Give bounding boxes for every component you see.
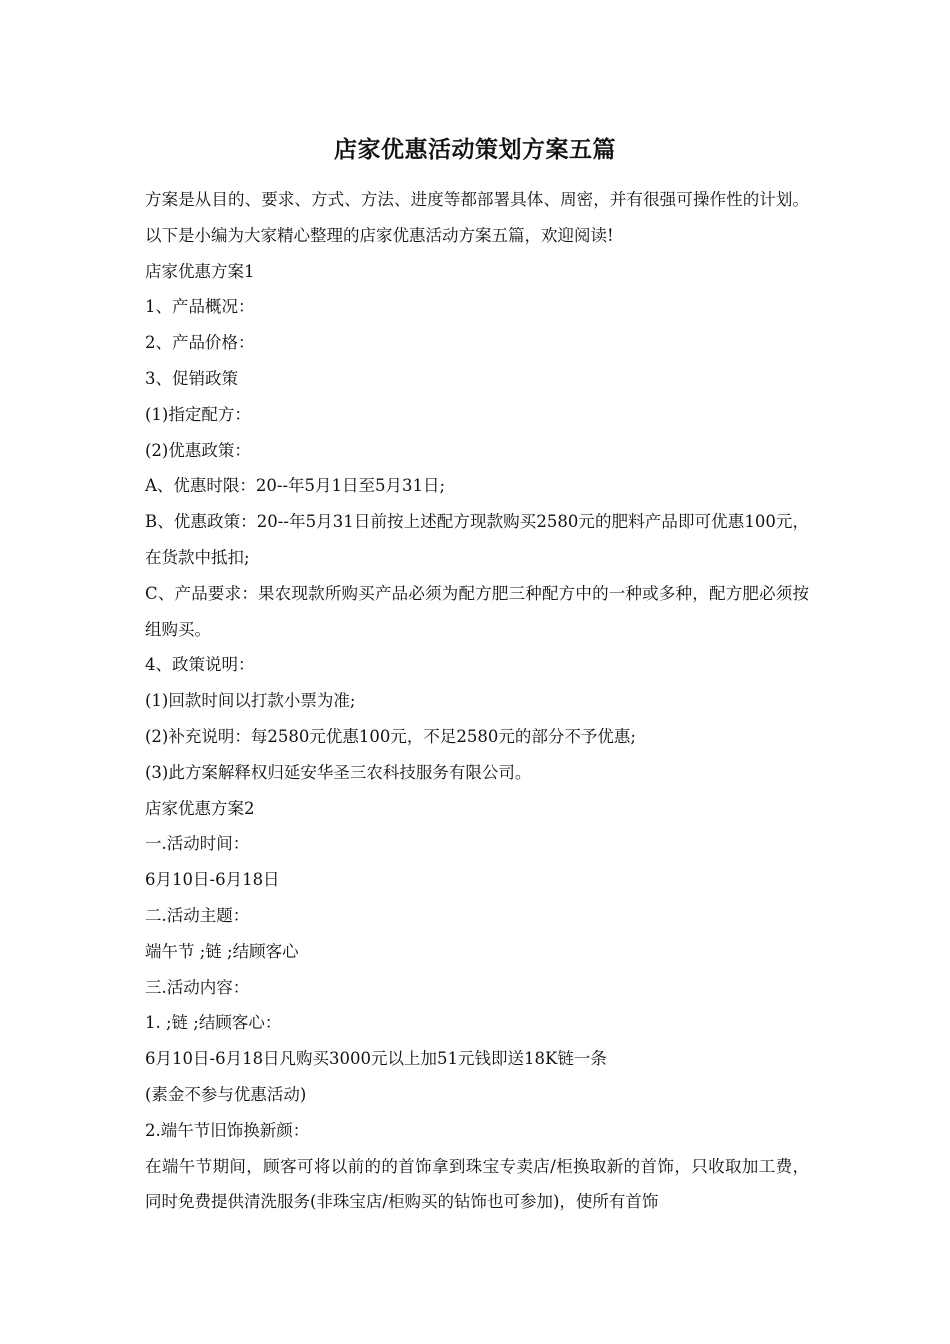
paragraph: C、产品要求：果农现款所购买产品必须为配方肥三种配方中的一种或多种，配方肥必须按组购买。: [145, 583, 809, 639]
paragraph: 2、产品价格：: [145, 333, 255, 353]
paragraph: 三.活动内容：: [145, 977, 250, 997]
paragraph: 1、产品概况：: [145, 297, 255, 317]
paragraph: 1. ;链 ;结顾客心：: [145, 1013, 282, 1033]
paragraph: 4、政策说明：: [145, 655, 255, 675]
paragraph: 2.端午节旧饰换新颜：: [145, 1120, 310, 1140]
section-heading-plan-1: 店家优惠方案1: [145, 261, 255, 281]
paragraph: (3)此方案解释权归延安华圣三农科技服务有限公司。: [145, 762, 532, 782]
paragraph: 在端午节期间，顾客可将以前的的首饰拿到珠宝专卖店/柜换取新的首饰，只收取加工费，同时免费提供清洗服务(非珠宝店/柜购买的钻饰也可参加)，使所有首饰: [145, 1156, 809, 1212]
paragraph: A、优惠时限：20--年5月1日至5月31日;: [145, 476, 446, 496]
paragraph: 一.活动时间：: [145, 834, 250, 854]
paragraph: (1)指定配方：: [145, 404, 251, 424]
paragraph: (2)优惠政策：: [145, 440, 251, 460]
paragraph: 6月10日-6月18日凡购买3000元以上加51元钱即送18K链一条: [145, 1049, 607, 1069]
paragraph: 端午节 ;链 ;结顾客心: [145, 941, 299, 961]
paragraph: (2)补充说明：每2580元优惠100元，不足2580元的部分不予优惠;: [145, 726, 636, 746]
paragraph: 二.活动主题：: [145, 905, 250, 925]
paragraph: 6月10日-6月18日: [145, 870, 280, 890]
paragraph: (1)回款时间以打款小票为准;: [145, 691, 356, 711]
paragraph: 3、促销政策: [145, 368, 238, 388]
section-heading-plan-2: 店家优惠方案2: [145, 798, 255, 818]
document-title: 店家优惠活动策划方案五篇: [334, 136, 616, 163]
document-body: [145, 182, 809, 1220]
paragraph-intro: 方案是从目的、要求、方式、方法、进度等都部署具体、周密，并有很强可操作性的计划。以下是小编为大家精心整理的店家优惠活动方案五篇，欢迎阅读!: [145, 190, 809, 245]
paragraph: (素金不参与优惠活动): [145, 1084, 307, 1104]
paragraph: B、优惠政策：20--年5月31日前按上述配方现款购买2580元的肥料产品即可优惠100元，在货款中抵扣;: [145, 512, 809, 567]
